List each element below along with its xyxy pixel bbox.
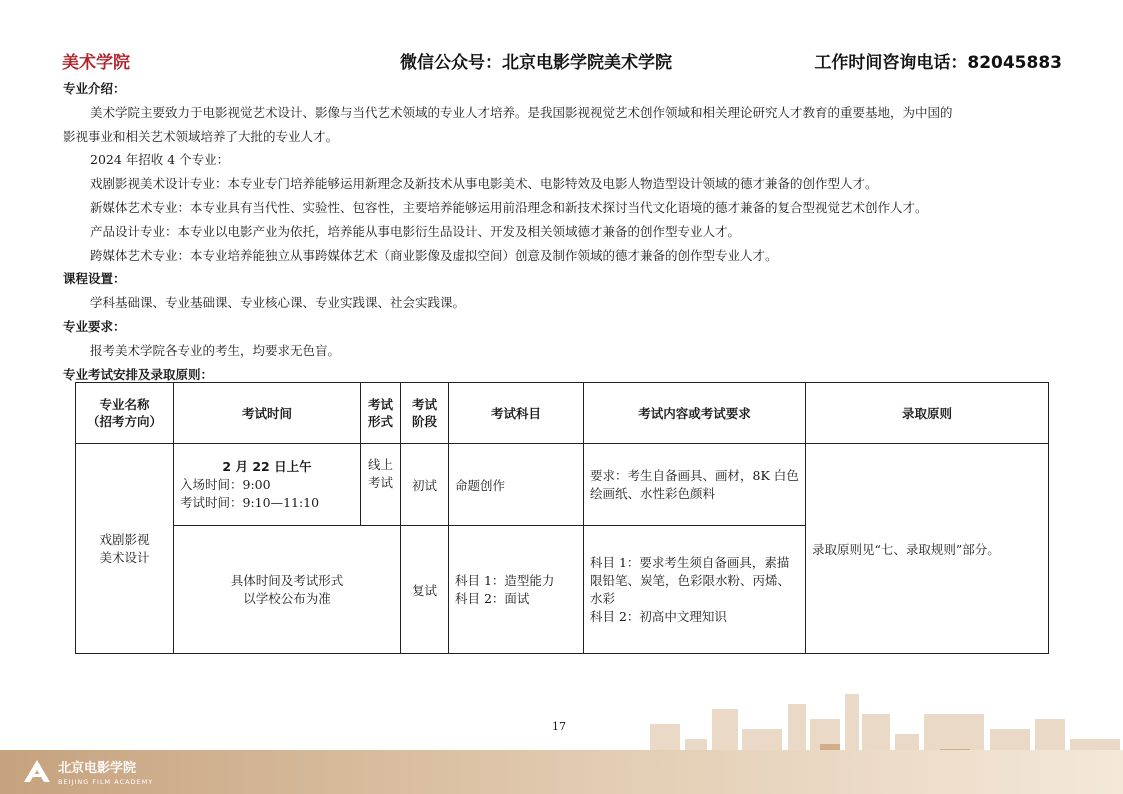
second-round-subject: 科目 1：造型能力 科目 2：面试 — [449, 526, 584, 654]
header-subject: 考试科目 — [449, 383, 584, 444]
requirements-text: 报考美术学院各专业的考生，均要求无色盲。 — [90, 342, 341, 358]
table-header-row — [76, 383, 1049, 444]
wechat-account: 微信公众号：北京电影学院美术学院 — [400, 53, 672, 73]
major-cross-media: 跨媒体艺术专业：本专业培养能独立从事跨媒体艺术（商业影像及虚拟空间）创意及制作领域的德才兼备的创作型专业人才。 — [90, 247, 778, 263]
header-major: 专业名称 （招考方向） — [76, 383, 174, 444]
school-name: 美术学院 — [62, 53, 130, 73]
admission-principle: 录取原则见“七、录取规则”部分。 — [806, 444, 1049, 654]
exam-table — [75, 382, 1049, 654]
document-body — [63, 77, 1063, 386]
enrollment-count: 2024 年招收 4 个专业： — [90, 152, 230, 168]
film-academy-logo-icon — [22, 756, 52, 784]
page-footer — [0, 750, 1123, 794]
page-header — [62, 48, 1062, 74]
first-round-time: 2 月 22 日上午 入场时间：9:00 考试时间：9:10—11:10 — [174, 444, 361, 526]
major-drama-film-art: 戏剧影视美术设计专业：本专业专门培养能够运用新理念及新技术从事电影美术、电影特效及电影人物造型设计领域的德才兼备的创作型人才。 — [90, 176, 878, 192]
major-name-cell: 戏剧影视 美术设计 — [76, 444, 174, 654]
second-round-content: 科目 1：要求考生须自备画具，素描限铅笔、炭笔，色彩限水粉、丙烯、水彩 科目 2：初高中文理知识 — [584, 526, 806, 654]
header-time: 考试时间 — [174, 383, 361, 444]
contact-phone: 工作时间咨询电话：82045883 — [814, 53, 1062, 73]
table-row-first-round — [76, 444, 1049, 526]
intro-paragraph-line2: 影视事业和相关艺术领域培养了大批的专业人才。 — [63, 128, 339, 144]
second-round-time: 具体时间及考试形式 以学校公布为准 — [174, 526, 401, 654]
header-admission: 录取原则 — [806, 383, 1049, 444]
first-round-form: 线上 考试 — [361, 444, 401, 526]
second-round-stage: 复试 — [401, 526, 449, 654]
courses-heading: 课程设置： — [63, 271, 126, 287]
page-number: 17 — [552, 720, 566, 733]
footer-logo-text: 北京电影学院 — [58, 761, 137, 776]
header-content: 考试内容或考试要求 — [584, 383, 806, 444]
major-product-design: 产品设计专业：本专业以电影产业为依托，培养能从事电影衍生品设计、开发及相关领域德才兼备的创作型专业人才。 — [90, 223, 741, 239]
intro-paragraph-line1: 美术学院主要致力于电影视觉艺术设计、影像与当代艺术领域的专业人才培养。是我国影视视觉艺术创作领域和相关理论研究人才教育的重要基地，为中国的 — [90, 104, 953, 120]
courses-text: 学科基础课、专业基础课、专业核心课、专业实践课、社会实践课。 — [90, 295, 466, 311]
first-round-stage: 初试 — [401, 444, 449, 526]
first-round-subject: 命题创作 — [449, 444, 584, 526]
first-round-content: 要求：考生自备画具、画材，8K 白色绘画纸、水性彩色颜料 — [584, 444, 806, 526]
exam-heading: 专业考试安排及录取原则： — [63, 366, 214, 382]
intro-heading: 专业介绍： — [63, 81, 126, 96]
major-new-media: 新媒体艺术专业：本专业具有当代性、实验性、包容性，主要培养能够运用前沿理念和新技术探讨当代文化语境的德才兼备的复合型视觉艺术创作人才。 — [90, 199, 928, 215]
footer-logo-subtext: BEIJING FILM ACADEMY — [58, 778, 154, 786]
requirements-heading: 专业要求： — [63, 318, 126, 334]
header-form: 考试 形式 — [361, 383, 401, 444]
header-stage: 考试 阶段 — [401, 383, 449, 444]
